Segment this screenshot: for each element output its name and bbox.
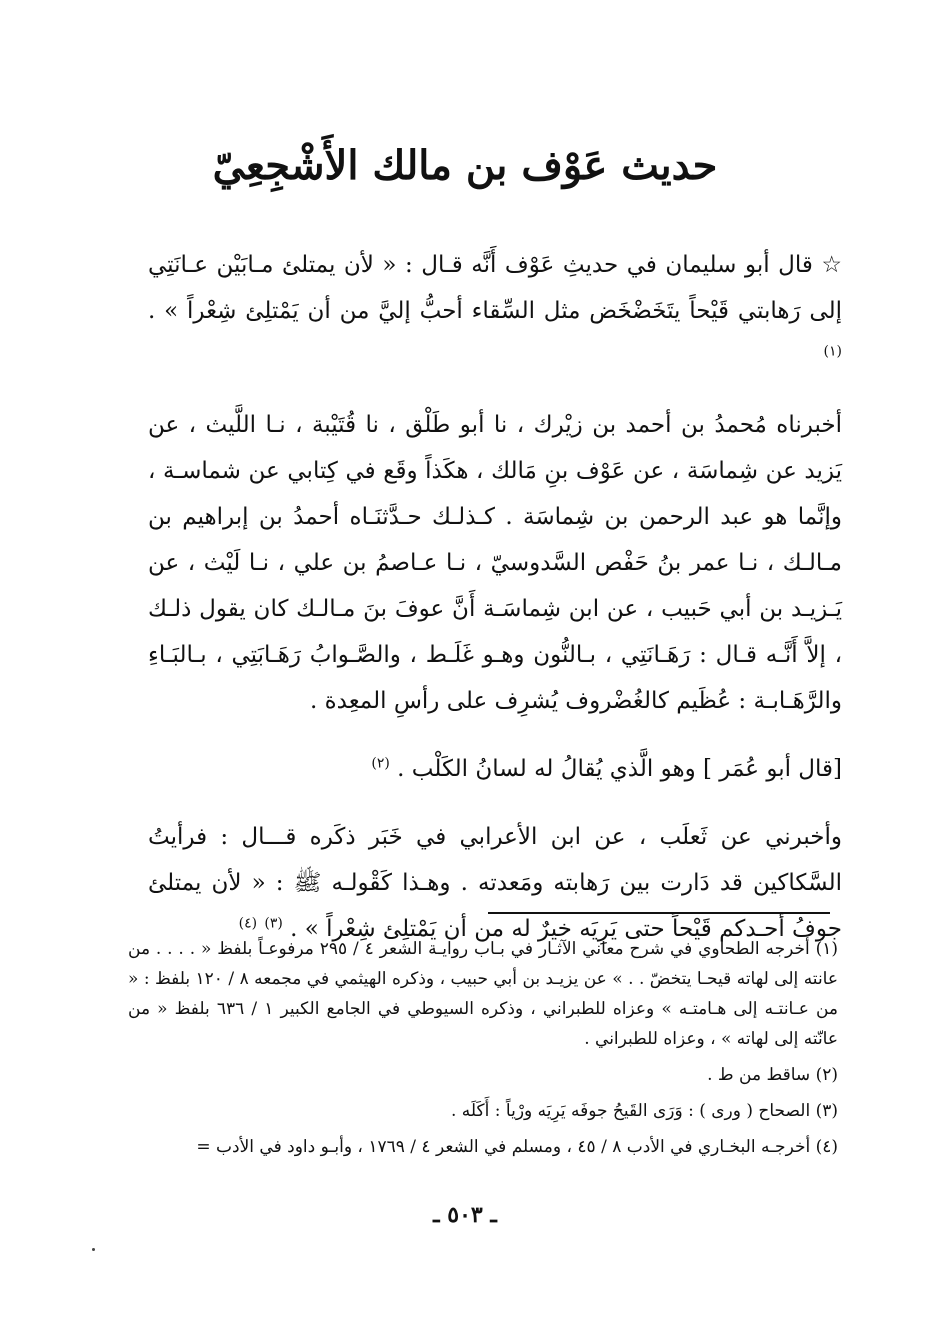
footnote-ref-2[interactable]: (٢) xyxy=(371,755,390,772)
footnote-separator xyxy=(488,912,830,914)
footnote-1: (١) أخرجه الطحاوي في شرح معاني الآثـار في بـاب روايـة الشعر ٤ / ٢٩٥ مرفوعـاً بلفظ « . . . . من عانته إلى لهاته قيحـا يتخضّ . . » عن يزيـد بن أبي حبيب ، وذكره الهيثمي في مجمعه ٨ / ١٢٠ بلفظ : « من عـانتـه إلى هـامتـه » وعزاه للطبراني ، وذكره السيوطي في الجامع الكبير ١ / ٦٣٦ بلفظ « من عانّته إلى لهاته » ، وعزاه للطبراني . xyxy=(128,939,839,1049)
paragraph-2-text: أخبرناه مُحمدُ بن أحمد بن زيْرك ، نا أبو طَلْق ، نا قُتَيْبة ، نـا اللَّيث ، عن يَزيد عن شِماسَة ، عن عَوْف بنِ مَالك ، هكَذاً وقَع في كِتابي عن شماسـة ، وإنَّما هو عبد الرحمن بن شِماسَة . كـذلـك حـدَّثنَـاه أحمدُ بن إبراهيم بن مـالـك ، نـا عمر بنُ حَفْص السَّدوسيّ ، نـا عـاصمُ بن علي ، نـا لَيْث ، عن يَـزيـد بن أبي حَبيب ، عن ابن شِماسَـة أَنَّ عوفَ بنَ مـالـك كان يقول ذلـك ، إلاَّ أَنَّـه قـال : رَهَـانَتِي ، بـالنُّون وهـو غَلَـط ، والصَّـوابُ رَهَـابَتِي ، بـالبَـاءِ والرَّهَـابـة : عُظَيم كالغُضْروف يُشرِف على رأسِ المعِدة . xyxy=(148,412,843,714)
paragraph-4-text: وأخبرني عن ثَعلَب ، عن ابن الأعرابي في خَبَر ذكَره قـــال : فرأيتُ السَّكاكين قد دَارت بين رَهابته ومَعدته . وهـذا كَقْولـه ﷺ : « لأن يمتلئ جوفُ أحـدكم قَيْحاً حتى يَرِيَه خيرٌ له من أن يَمْتلِئ شِعْراً » . xyxy=(148,824,842,942)
page-title: حديث عَوْف بن مالك الأَشْجِعِيّ xyxy=(212,142,718,189)
paragraph-1-text: ☆ قال أبو سليمان في حديثِ عَوْف أَنَّه قـال : « لأن يمتلئ مـابَيْن عـانَتِي إلى رَهابتي قَيْحاً يتَخَضْخَض مثل السِّقاء أحبُّ إليَّ من أن يَمْتلِئ شِعْراً » . xyxy=(148,252,842,324)
footnote-ref-3[interactable]: (٣) xyxy=(264,915,283,932)
scan-speck xyxy=(92,1248,95,1251)
paragraph-4 xyxy=(148,814,842,952)
paragraph-1 xyxy=(148,242,842,380)
footnotes xyxy=(128,934,838,1168)
footnote-ref-4[interactable]: (٤) xyxy=(238,915,258,932)
footnote-4: (٤) أخرجـه البخـاري في الأدب ٨ / ٤٥ ، ومسلم في الشعر ٤ / ١٧٦٩ ، وأبـو داود في الأدب = xyxy=(196,1137,838,1157)
page-number: ـ ٥٠٣ ـ xyxy=(433,1202,497,1228)
paragraph-2 xyxy=(148,402,842,724)
footnote-2: (٢) ساقط من ط . xyxy=(707,1065,838,1085)
paragraph-3 xyxy=(148,746,842,792)
paragraph-3-text: [قال أبو عُمَر ] وهو الَّذي يُقالُ له لسانُ الكَلْب . xyxy=(397,756,842,782)
footnote-3: (٣) الصحاح ( ورى ) : وَرَى القَيحُ جوفَه يَرِيَه ورْياً : أَكَلَه . xyxy=(451,1101,838,1121)
footnote-ref-1[interactable]: (١) xyxy=(823,343,842,360)
main-text xyxy=(148,242,842,974)
